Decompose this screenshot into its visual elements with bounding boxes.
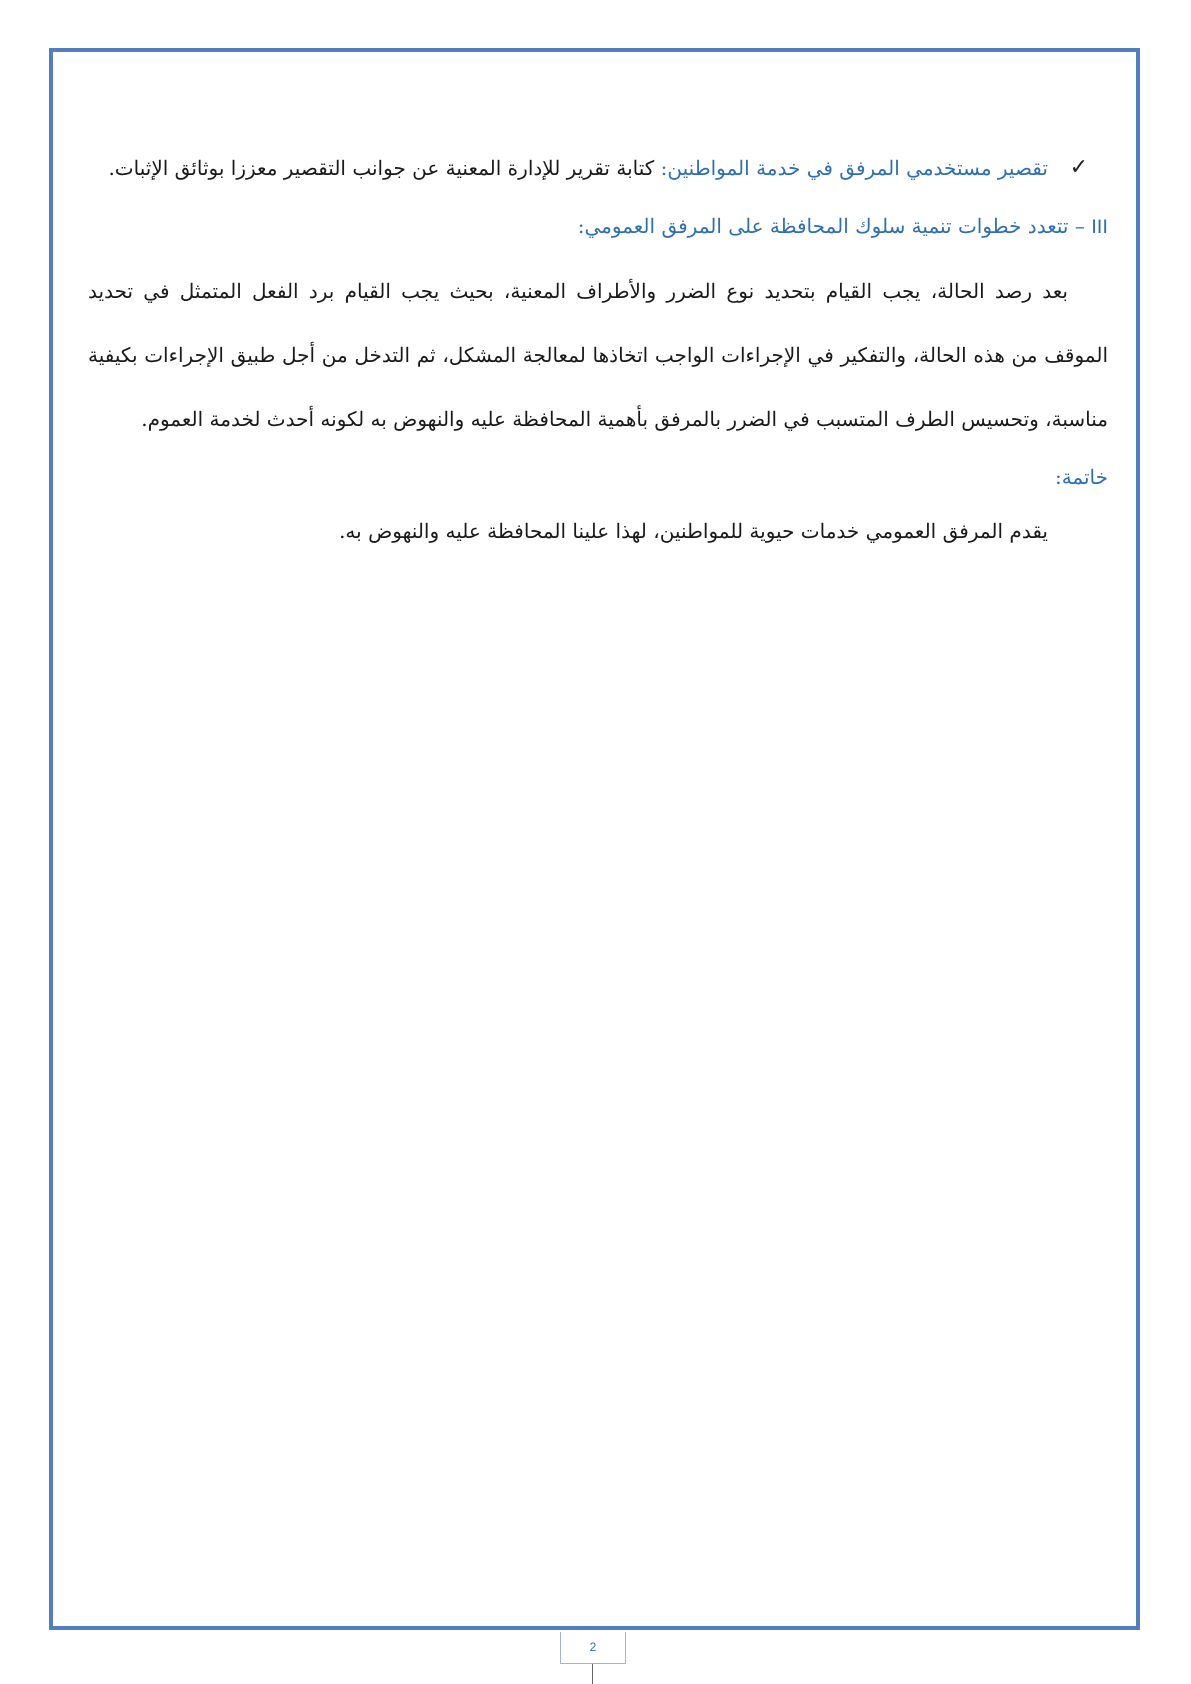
bullet-item <box>88 140 1108 196</box>
section-title: تتعدد خطوات تنمية سلوك المحافظة على المرفق العمومي: <box>577 214 1069 238</box>
conclusion-text: يقدم المرفق العمومي خدمات حيوية للمواطنين، لهذا علينا المحافظة عليه والنهوض به. <box>339 519 1048 543</box>
section-heading <box>88 198 1108 255</box>
checkmark-icon: ✓ <box>1069 155 1088 180</box>
bullet-text: كتابة تقرير للإدارة المعنية عن جوانب التقصير معززا بوثائق الإثبات. <box>108 156 661 180</box>
body-paragraph: بعد رصد الحالة، يجب القيام بتحديد نوع الضرر والأطراف المعنية، بحيث يجب القيام برد الفعل المتمثل في تحديد الموقف من هذه الحالة، والتفكير في الإجراءات الواجب اتخاذها لمعالجة المشكل، ثم التدخل من أجل طبيق الإجراءات بكيفية مناسبة، وتحسيس الطرف المتسبب في الضرر بالمرفق بأهمية المحافظة عليه والنهوض به لكونه أحدث لخدمة العموم. <box>88 279 1108 431</box>
bullet-title: تقصير مستخدمي المرفق في خدمة المواطنين: <box>660 156 1048 180</box>
document-body <box>88 140 1108 559</box>
section-dash: – <box>1068 214 1092 238</box>
conclusion-heading: خاتمة: <box>1054 465 1108 489</box>
section-number: III <box>1091 216 1108 238</box>
page-number-stem <box>592 1664 593 1684</box>
page-number: 2 <box>560 1632 626 1664</box>
